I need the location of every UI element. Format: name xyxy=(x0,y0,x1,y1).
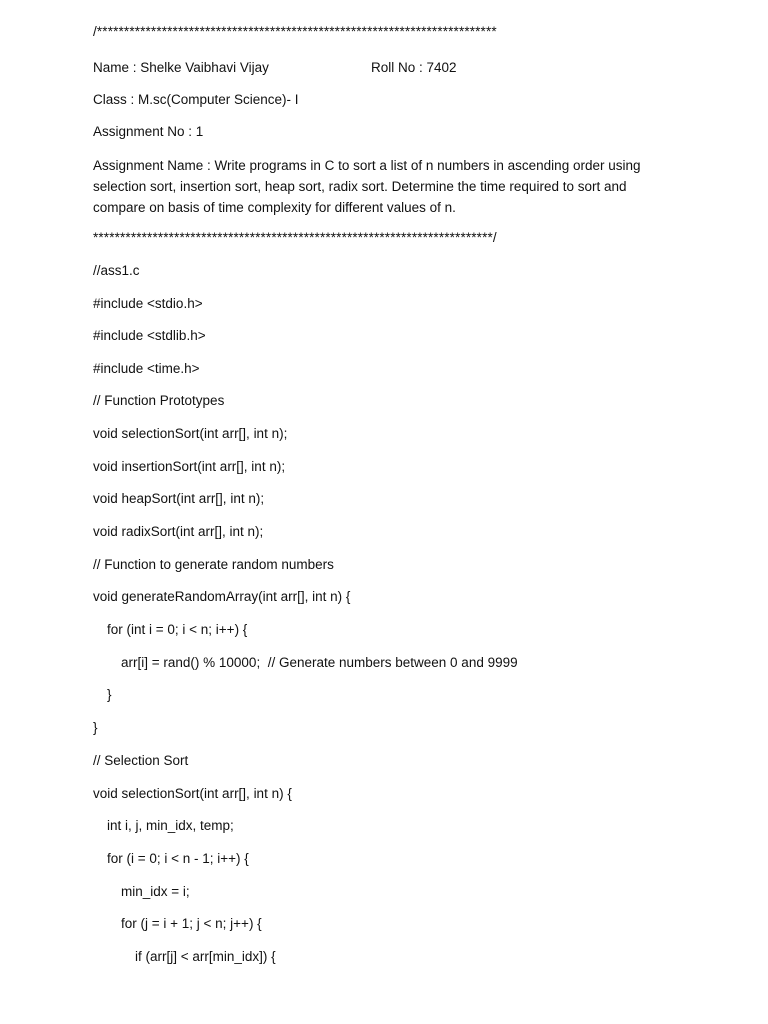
code-line: // Function Prototypes xyxy=(93,393,225,408)
code-line: #include <stdio.h> xyxy=(93,296,203,311)
code-line: void selectionSort(int arr[], int n); xyxy=(93,426,288,441)
code-line: void radixSort(int arr[], int n); xyxy=(93,524,264,539)
code-line: arr[i] = rand() % 10000; // Generate numbers between 0 and 9999 xyxy=(121,655,518,670)
class-info: Class : M.sc(Computer Science)- I xyxy=(93,92,299,107)
student-name: Name : Shelke Vaibhavi Vijay xyxy=(93,60,269,75)
code-line: for (i = 0; i < n - 1; i++) { xyxy=(107,851,249,866)
code-line: //ass1.c xyxy=(93,263,140,278)
roll-number: Roll No : 7402 xyxy=(371,60,457,75)
code-line: // Function to generate random numbers xyxy=(93,557,334,572)
code-line: #include <time.h> xyxy=(93,361,200,376)
header-star-border-top: /************************************************************************** xyxy=(93,24,497,39)
code-line: } xyxy=(107,687,112,702)
assignment-description: Assignment Name : Write programs in C to sort a list of n numbers in ascending order using selection sort, insertion sort, heap sort, radix sort. Determine the time required to sort and compare on basis of time complexity for different values of n. xyxy=(93,158,641,215)
code-line: void generateRandomArray(int arr[], int n) { xyxy=(93,589,351,604)
code-line: #include <stdlib.h> xyxy=(93,328,206,343)
header-star-border-bottom: **************************************************************************/ xyxy=(93,230,497,245)
assignment-number: Assignment No : 1 xyxy=(93,124,204,139)
code-line: } xyxy=(93,720,98,735)
code-line: void heapSort(int arr[], int n); xyxy=(93,491,265,506)
code-line: void selectionSort(int arr[], int n) { xyxy=(93,786,292,801)
code-line: // Selection Sort xyxy=(93,753,189,768)
code-line: void insertionSort(int arr[], int n); xyxy=(93,459,286,474)
code-line: for (j = i + 1; j < n; j++) { xyxy=(121,916,262,931)
code-line: if (arr[j] < arr[min_idx]) { xyxy=(135,949,276,964)
code-line: min_idx = i; xyxy=(121,884,190,899)
code-line: int i, j, min_idx, temp; xyxy=(107,818,234,833)
code-line: for (int i = 0; i < n; i++) { xyxy=(107,622,248,637)
